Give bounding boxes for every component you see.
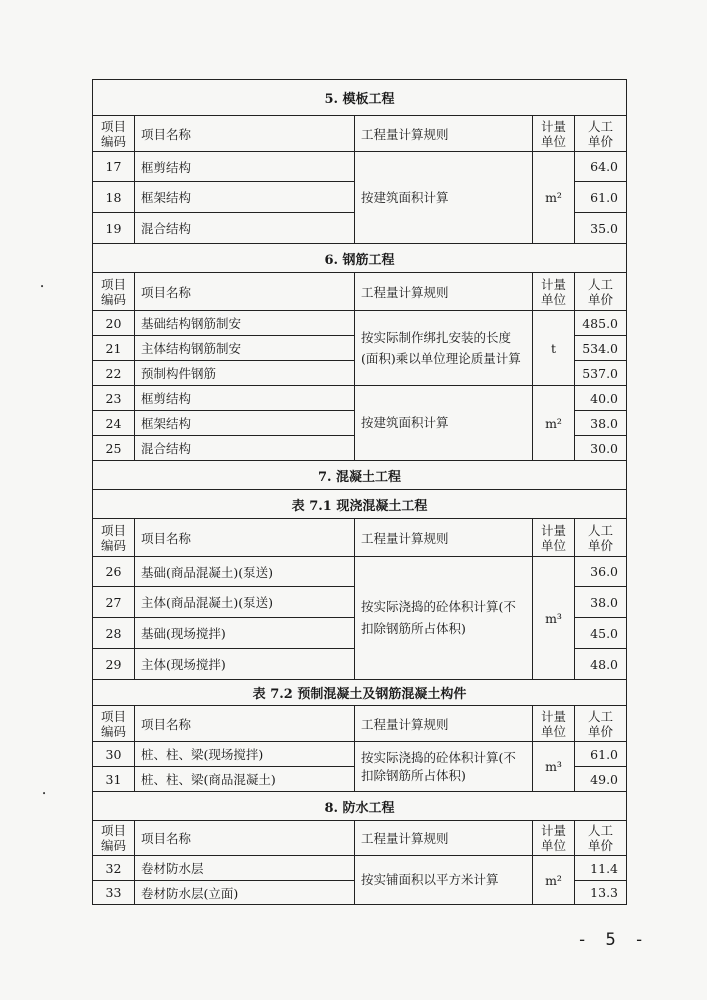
subtable-header bbox=[93, 680, 627, 706]
labor-price: 38.0 bbox=[575, 587, 627, 618]
item-name: 主体(现场搅拌) bbox=[135, 649, 355, 680]
column-header-row bbox=[93, 821, 627, 856]
header-name: 项目名称 bbox=[135, 519, 355, 557]
scan-speck: • bbox=[40, 283, 45, 291]
column-header-row bbox=[93, 273, 627, 311]
item-name: 桩、柱、梁(商品混凝土) bbox=[135, 767, 355, 792]
header-name: 项目名称 bbox=[135, 116, 355, 152]
unit: m² bbox=[533, 856, 575, 905]
labor-price: 45.0 bbox=[575, 618, 627, 649]
header-unit: 计量 单位 bbox=[533, 116, 575, 152]
header-code: 项目 编码 bbox=[93, 821, 135, 856]
header-name: 项目名称 bbox=[135, 273, 355, 311]
calc-rule: 按建筑面积计算 bbox=[355, 386, 533, 461]
column-header-row bbox=[93, 116, 627, 152]
item-code: 19 bbox=[93, 213, 135, 244]
unit: m³ bbox=[533, 742, 575, 792]
header-rule: 工程量计算规则 bbox=[355, 821, 533, 856]
item-code: 20 bbox=[93, 311, 135, 336]
labor-price: 49.0 bbox=[575, 767, 627, 792]
section-title: 8. 防水工程 bbox=[93, 792, 627, 821]
unit: m³ bbox=[533, 557, 575, 680]
item-name: 混合结构 bbox=[135, 213, 355, 244]
item-name: 主体(商品混凝土)(泵送) bbox=[135, 587, 355, 618]
item-name: 基础结构钢筋制安 bbox=[135, 311, 355, 336]
section-header bbox=[93, 244, 627, 273]
header-rule: 工程量计算规则 bbox=[355, 519, 533, 557]
header-price: 人工 单价 bbox=[575, 706, 627, 742]
header-price: 人工 单价 bbox=[575, 519, 627, 557]
unit: m² bbox=[533, 386, 575, 461]
table-row bbox=[93, 311, 627, 336]
table-row bbox=[93, 152, 627, 182]
column-header-row bbox=[93, 519, 627, 557]
labor-price: 61.0 bbox=[575, 182, 627, 213]
labor-price: 35.0 bbox=[575, 213, 627, 244]
item-code: 18 bbox=[93, 182, 135, 213]
header-code: 项目 编码 bbox=[93, 273, 135, 311]
header-code: 项目 编码 bbox=[93, 519, 135, 557]
item-code: 31 bbox=[93, 767, 135, 792]
item-name: 卷材防水层 bbox=[135, 856, 355, 881]
labor-price: 485.0 bbox=[575, 311, 627, 336]
item-code: 33 bbox=[93, 881, 135, 905]
calc-rule: 按建筑面积计算 bbox=[355, 152, 533, 244]
subtable-header bbox=[93, 490, 627, 519]
header-name: 项目名称 bbox=[135, 706, 355, 742]
subtable-title: 表 7.1 现浇混凝土工程 bbox=[93, 490, 627, 519]
header-code: 项目 编码 bbox=[93, 706, 135, 742]
unit: m² bbox=[533, 152, 575, 244]
calc-rule: 按实际制作绑扎安装的长度(面积)乘以单位理论质量计算 bbox=[355, 311, 533, 386]
header-price: 人工 单价 bbox=[575, 116, 627, 152]
item-name: 框架结构 bbox=[135, 411, 355, 436]
section-title: 7. 混凝土工程 bbox=[93, 461, 627, 490]
header-unit: 计量 单位 bbox=[533, 821, 575, 856]
labor-price: 61.0 bbox=[575, 742, 627, 767]
header-rule: 工程量计算规则 bbox=[355, 706, 533, 742]
scan-speck: • bbox=[42, 790, 47, 798]
item-name: 基础(现场搅拌) bbox=[135, 618, 355, 649]
item-name: 基础(商品混凝土)(泵送) bbox=[135, 557, 355, 587]
header-name: 项目名称 bbox=[135, 821, 355, 856]
header-unit: 计量 单位 bbox=[533, 273, 575, 311]
header-code: 项目 编码 bbox=[93, 116, 135, 152]
item-code: 23 bbox=[93, 386, 135, 411]
table-row bbox=[93, 856, 627, 881]
labor-price: 36.0 bbox=[575, 557, 627, 587]
section-title: 5. 模板工程 bbox=[93, 80, 627, 116]
labor-price: 30.0 bbox=[575, 436, 627, 461]
table-row bbox=[93, 742, 627, 767]
item-code: 21 bbox=[93, 336, 135, 361]
header-rule: 工程量计算规则 bbox=[355, 116, 533, 152]
item-name: 框剪结构 bbox=[135, 152, 355, 182]
labor-price: 13.3 bbox=[575, 881, 627, 905]
item-code: 29 bbox=[93, 649, 135, 680]
item-name: 卷材防水层(立面) bbox=[135, 881, 355, 905]
section-header bbox=[93, 80, 627, 116]
item-code: 27 bbox=[93, 587, 135, 618]
item-name: 框剪结构 bbox=[135, 386, 355, 411]
header-unit: 计量 单位 bbox=[533, 706, 575, 742]
labor-price: 534.0 bbox=[575, 336, 627, 361]
item-name: 混合结构 bbox=[135, 436, 355, 461]
item-name: 框架结构 bbox=[135, 182, 355, 213]
column-header-row bbox=[93, 706, 627, 742]
item-name: 桩、柱、梁(现场搅拌) bbox=[135, 742, 355, 767]
header-price: 人工 单价 bbox=[575, 273, 627, 311]
calc-rule: 按实际浇捣的砼体积计算(不扣除钢筋所占体积) bbox=[355, 742, 533, 792]
labor-price: 48.0 bbox=[575, 649, 627, 680]
calc-rule: 按实铺面积以平方米计算 bbox=[355, 856, 533, 905]
labor-price: 537.0 bbox=[575, 361, 627, 386]
section-header bbox=[93, 461, 627, 490]
item-code: 30 bbox=[93, 742, 135, 767]
calc-rule: 按实际浇捣的砼体积计算(不扣除钢筋所占体积) bbox=[355, 557, 533, 680]
unit: t bbox=[533, 311, 575, 386]
item-code: 22 bbox=[93, 361, 135, 386]
subtable-title: 表 7.2 预制混凝土及钢筋混凝土构件 bbox=[93, 680, 627, 706]
item-code: 17 bbox=[93, 152, 135, 182]
item-code: 24 bbox=[93, 411, 135, 436]
item-code: 25 bbox=[93, 436, 135, 461]
item-code: 32 bbox=[93, 856, 135, 881]
labor-price: 64.0 bbox=[575, 152, 627, 182]
labor-price: 11.4 bbox=[575, 856, 627, 881]
page-number: - 5 - bbox=[577, 930, 649, 950]
quota-table bbox=[92, 79, 626, 905]
header-rule: 工程量计算规则 bbox=[355, 273, 533, 311]
section-header bbox=[93, 792, 627, 821]
item-name: 预制构件钢筋 bbox=[135, 361, 355, 386]
item-code: 28 bbox=[93, 618, 135, 649]
table-row bbox=[93, 557, 627, 587]
header-price: 人工 单价 bbox=[575, 821, 627, 856]
header-unit: 计量 单位 bbox=[533, 519, 575, 557]
labor-price: 40.0 bbox=[575, 386, 627, 411]
item-name: 主体结构钢筋制安 bbox=[135, 336, 355, 361]
section-title: 6. 钢筋工程 bbox=[93, 244, 627, 273]
item-code: 26 bbox=[93, 557, 135, 587]
table-row bbox=[93, 386, 627, 411]
labor-price: 38.0 bbox=[575, 411, 627, 436]
